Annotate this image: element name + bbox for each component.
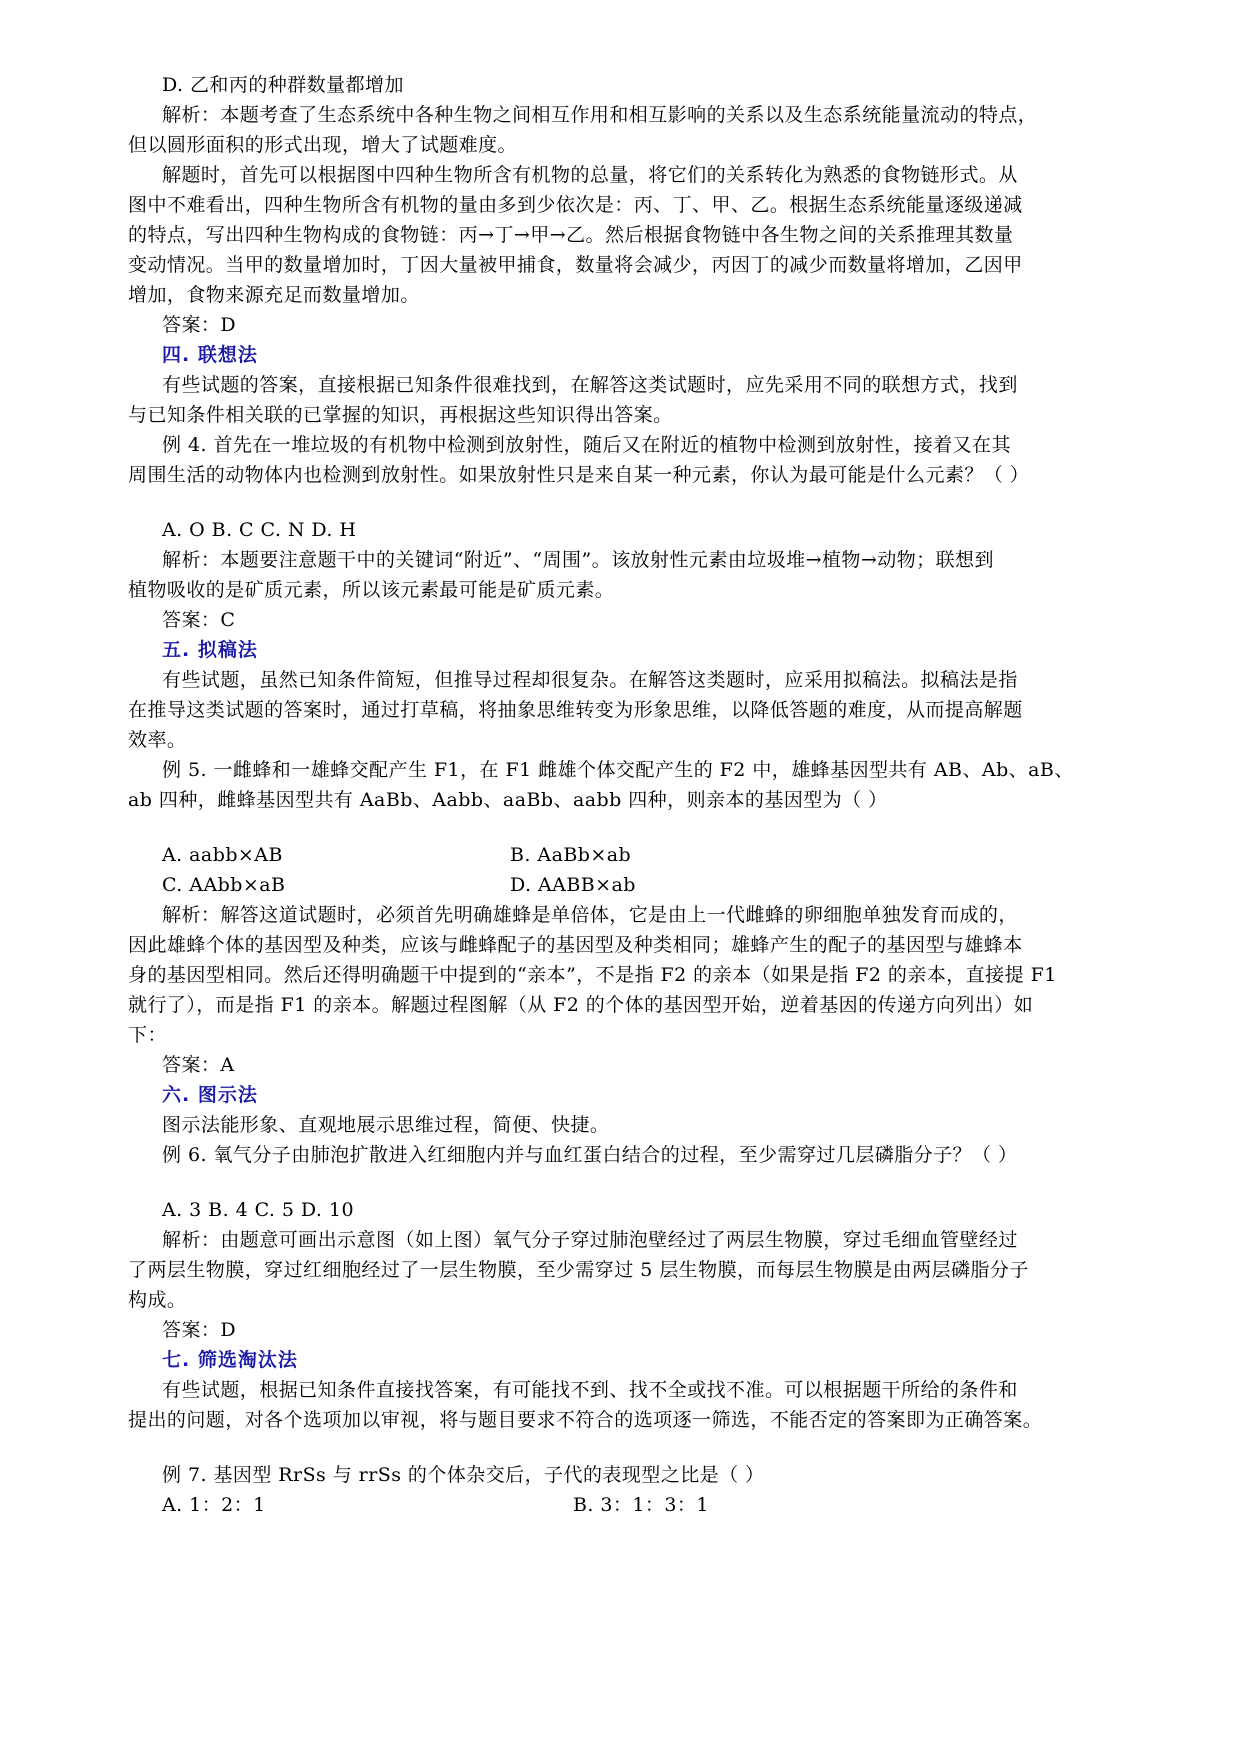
- option-row: [162, 1490, 709, 1520]
- option-b: B. AaBb×ab: [510, 844, 632, 866]
- solution-paragraph: 解题时，首先可以根据图中四种生物所含有机物的总量，将它们的关系转化为熟悉的食物链形式。从: [162, 164, 1018, 186]
- analysis-paragraph: 解析：本题要注意题干中的关键词“附近”、“周围”。该放射性元素由垃圾堆→植物→动物；联想到: [162, 549, 994, 571]
- method-paragraph: 与已知条件相关联的已掌握的知识，再根据这些知识得出答案。: [128, 404, 673, 426]
- section-heading-diagram: 六. 图示法: [162, 1084, 258, 1106]
- example-question: 周围生活的动物体内也检测到放射性。如果放射性只是来自某一种元素，你认为最可能是什么元素？（ ）: [128, 464, 1030, 486]
- section-heading-elimination: 七. 筛选淘汰法: [162, 1349, 298, 1371]
- method-paragraph: 有些试题的答案，直接根据已知条件很难找到，在解答这类试题时，应先采用不同的联想方式，找到: [162, 374, 1018, 396]
- option-a: A. aabb×AB: [162, 844, 283, 866]
- solution-paragraph: 的特点，写出四种生物构成的食物链：丙→丁→甲→乙。然后根据食物链中各生物之间的关系推理其数量: [128, 224, 1014, 246]
- analysis-paragraph: 了两层生物膜，穿过红细胞经过了一层生物膜，至少需穿过 5 层生物膜，而每层生物膜是由两层磷脂分子: [128, 1259, 1029, 1281]
- option-d-line: D. 乙和丙的种群数量都增加: [162, 74, 404, 96]
- example-question: 例 5. 一雌蜂和一雄蜂交配产生 F1，在 F1 雌雄个体交配产生的 F2 中，雄蜂基因型共有 AB、Ab、aB、: [162, 759, 1074, 781]
- answer-line: 答案：D: [162, 314, 237, 336]
- answer-line: 答案：D: [162, 1319, 237, 1341]
- example-question: 例 7. 基因型 RrSs 与 rrSs 的个体杂交后，子代的表现型之比是（ ）: [162, 1464, 765, 1486]
- analysis-paragraph: 解析：解答这道试题时，必须首先明确雄蜂是单倍体，它是由上一代雌蜂的卵细胞单独发育而成的，: [162, 904, 1018, 926]
- example-question: ab 四种，雌蜂基因型共有 AaBb、Aabb、aaBb、aabb 四种，则亲本的基因型为（ ）: [128, 789, 888, 811]
- method-paragraph: 图示法能形象、直观地展示思维过程，简便、快捷。: [162, 1114, 610, 1136]
- example-options: A. 3 B. 4 C. 5 D. 10: [162, 1199, 354, 1221]
- example-options: A. O B. C C. N D. H: [162, 519, 357, 541]
- option-a: A. 1：2：1: [162, 1494, 266, 1516]
- analysis-paragraph: 解析：本题考查了生态系统中各种生物之间相互作用和相互影响的关系以及生态系统能量流动的特点，: [162, 104, 1038, 126]
- method-paragraph: 在推导这类试题的答案时，通过打草稿，将抽象思维转变为形象思维，以降低答题的难度，从而提高解题: [128, 699, 1023, 721]
- section-heading-drafting: 五. 拟稿法: [162, 639, 258, 661]
- example-question: 例 4. 首先在一堆垃圾的有机物中检测到放射性，随后又在附近的植物中检测到放射性，接着又在其: [162, 434, 1011, 456]
- solution-paragraph: 图中不难看出，四种生物所含有机物的量由多到少依次是：丙、丁、甲、乙。根据生态系统能量逐级递减: [128, 194, 1023, 216]
- analysis-paragraph: 就行了），而是指 F1 的亲本。解题过程图解（从 F2 的个体的基因型开始，逆着基因的传递方向列出）如: [128, 994, 1034, 1016]
- analysis-paragraph: 因此雄蜂个体的基因型及种类，应该与雌蜂配子的基因型及种类相同；雄蜂产生的配子的基因型与雄蜂本: [128, 934, 1023, 956]
- method-paragraph: 提出的问题，对各个选项加以审视，将与题目要求不符合的选项逐一筛选，不能否定的答案即为正确答案。: [128, 1409, 1043, 1431]
- option-row: [162, 870, 636, 900]
- analysis-paragraph: 身的基因型相同。然后还得明确题干中提到的“亲本”，不是指 F2 的亲本（如果是指 F2 的亲本，直接提 F1: [128, 964, 1057, 986]
- solution-paragraph: 变动情况。当甲的数量增加时，丁因大量被甲捕食，数量将会减少，丙因丁的减少而数量将增加，乙因甲: [128, 254, 1023, 276]
- section-heading-association: 四. 联想法: [162, 344, 258, 366]
- option-b: B. 3：1：3：1: [573, 1494, 709, 1516]
- analysis-paragraph: 构成。: [128, 1289, 187, 1311]
- option-row: [162, 840, 632, 870]
- method-paragraph: 有些试题，虽然已知条件简短，但推导过程却很复杂。在解答这类题时，应采用拟稿法。拟稿法是指: [162, 669, 1018, 691]
- analysis-paragraph: 下：: [128, 1024, 167, 1046]
- analysis-paragraph: 解析：由题意可画出示意图（如上图）氧气分子穿过肺泡壁经过了两层生物膜，穿过毛细血管壁经过: [162, 1229, 1018, 1251]
- answer-line: 答案：C: [162, 609, 236, 631]
- option-c: C. AAbb×aB: [162, 874, 286, 896]
- method-paragraph: 有些试题，根据已知条件直接找答案，有可能找不到、找不全或找不准。可以根据题干所给的条件和: [162, 1379, 1018, 1401]
- method-paragraph: 效率。: [128, 729, 187, 751]
- analysis-paragraph: 植物吸收的是矿质元素，所以该元素最可能是矿质元素。: [128, 579, 615, 601]
- analysis-paragraph: 但以圆形面积的形式出现，增大了试题难度。: [128, 134, 518, 156]
- example-question: 例 6. 氧气分子由肺泡扩散进入红细胞内并与血红蛋白结合的过程，至少需穿过几层磷脂分子？（ ）: [162, 1144, 1018, 1166]
- option-d: D. AABB×ab: [510, 874, 636, 896]
- answer-line: 答案：A: [162, 1054, 235, 1076]
- solution-paragraph: 增加，食物来源充足而数量增加。: [128, 284, 420, 306]
